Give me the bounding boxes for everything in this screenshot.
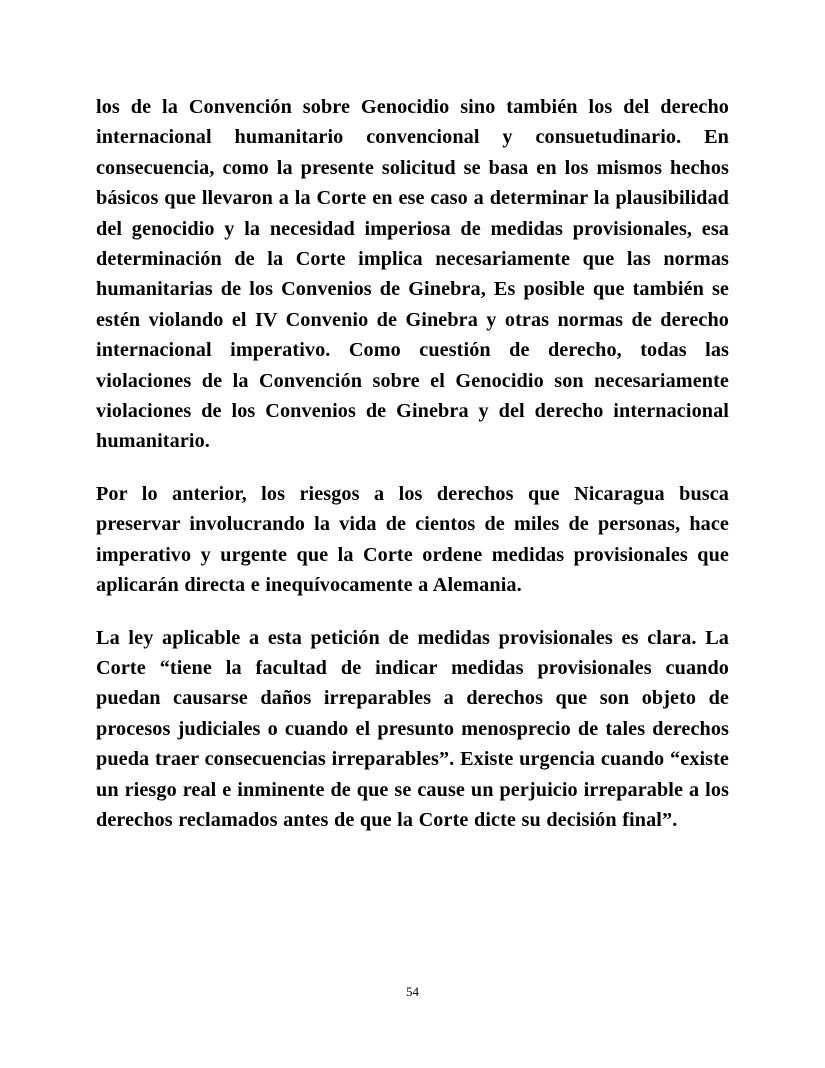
- paragraph: Por lo anterior, los riesgos a los derechos que Nicaragua busca preservar involucrando la vida de cientos de miles de personas, hace imperativo y urgente que la Corte ordene medidas provisionales que aplicarán directa e inequívocamente a Alemania.: [96, 482, 729, 597]
- paragraph: La ley aplicable a esta petición de medidas provisionales es clara. La Corte “tiene la facultad de indicar medidas provisionales cuando puedan causarse daños irreparables a derechos que son objeto de procesos judiciales o cuando el presunto menosprecio de tales derechos pueda traer consecuencias irreparables”. Existe urgencia cuando “existe un riesgo real e inminente de que se cause un perjuicio irreparable a los derechos reclamados antes de que la Corte dicte su decisión final”.: [96, 626, 729, 831]
- page-number: 54: [406, 984, 419, 999]
- document-body: [96, 92, 729, 835]
- paragraph: los de la Convención sobre Genocidio sino también los del derecho internacional humanitario convencional y consuetudinario. En consecuencia, como la presente solicitud se basa en los mismos hechos básicos que llevaron a la Corte en ese caso a determinar la plausibilidad del genocidio y la necesidad imperiosa de medidas provisionales, esa determinación de la Corte implica necesariamente que las normas humanitarias de los Convenios de Ginebra, Es posible que también se estén violando el IV Convenio de Ginebra y otras normas de derecho internacional imperativo. Como cuestión de derecho, todas las violaciones de la Convención sobre el Genocidio son necesariamente violaciones de los Convenios de Ginebra y del derecho internacional humanitario.: [96, 96, 729, 453]
